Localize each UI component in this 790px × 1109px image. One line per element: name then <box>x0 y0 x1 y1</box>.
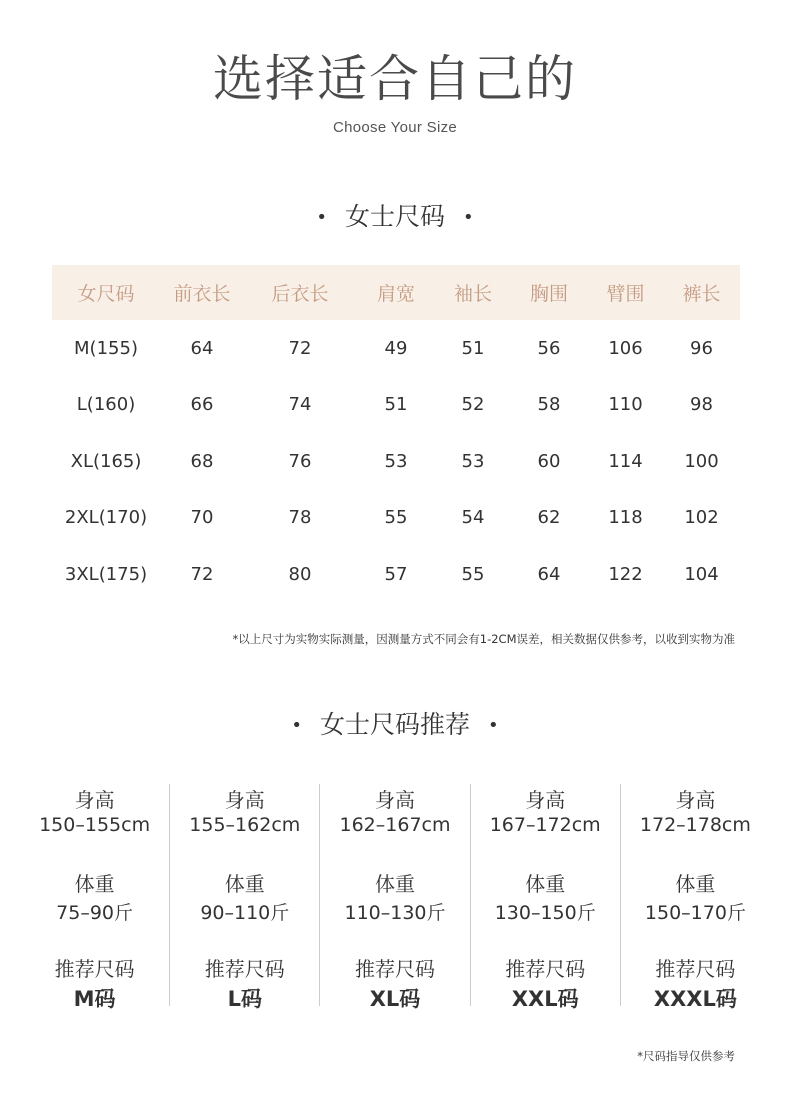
table-cell: 72 <box>190 563 214 585</box>
table-cell: 51 <box>384 394 408 416</box>
table-cell: 96 <box>690 337 713 359</box>
table-cell: L(160) <box>76 394 136 416</box>
size-label: 推荐尺码 <box>54 957 135 981</box>
bullet-icon: • <box>291 715 302 736</box>
table-cell: 58 <box>537 394 561 416</box>
weight-label: 体重 <box>375 872 415 896</box>
table-cell: 51 <box>461 337 485 359</box>
height-label: 身高 <box>224 788 265 812</box>
weight-value: 90–110斤 <box>200 902 290 924</box>
table-cell: 74 <box>288 394 312 416</box>
size-label: 推荐尺码 <box>204 957 285 981</box>
table-cell: 78 <box>288 507 312 529</box>
table-cell: 68 <box>190 450 214 472</box>
table-row <box>52 377 740 434</box>
table-row <box>52 490 740 547</box>
table-cell: 76 <box>288 450 312 472</box>
table-cell: 60 <box>537 450 561 472</box>
weight-value: 110–130斤 <box>344 902 446 924</box>
table-cell: 64 <box>537 563 561 585</box>
table-cell: 54 <box>461 507 485 529</box>
weight-label: 体重 <box>224 872 265 896</box>
page-subtitle: Choose Your Size <box>332 119 458 136</box>
bullet-icon: • <box>316 207 327 228</box>
recommendation-heading <box>0 708 790 743</box>
weight-label: 体重 <box>525 872 566 896</box>
table-cell: 110 <box>608 394 643 416</box>
table-cell: 2XL(170) <box>64 507 148 529</box>
size-chart-title: 女士尺码 <box>344 202 445 231</box>
size-value: M码 <box>73 987 116 1011</box>
weight-label: 体重 <box>675 872 716 896</box>
height-label: 身高 <box>675 788 716 812</box>
table-cell: 70 <box>190 507 214 529</box>
size-value: XL码 <box>369 987 421 1011</box>
height-value: 167–172cm <box>489 814 601 836</box>
table-cell: 106 <box>608 337 643 359</box>
size-label: 推荐尺码 <box>355 957 435 981</box>
height-label: 身高 <box>375 788 415 812</box>
table-cell: 114 <box>608 450 643 472</box>
recommendation-column <box>169 784 319 1011</box>
size-value: L码 <box>227 987 262 1011</box>
table-cell: 53 <box>384 450 408 472</box>
weight-value: 75–90斤 <box>56 902 134 924</box>
recommendation-column <box>319 784 469 1011</box>
table-cell: 52 <box>461 394 485 416</box>
weight-value: 130–150斤 <box>494 902 596 924</box>
table-cell: M(155) <box>74 337 138 359</box>
size-value: XXL码 <box>511 987 579 1011</box>
bullet-icon: • <box>463 207 474 228</box>
height-value: 172–178cm <box>639 814 751 836</box>
column-header: 后衣长 <box>244 265 356 320</box>
page-title: 选择适合自己的 <box>213 50 577 108</box>
table-cell: 57 <box>384 563 408 585</box>
table-cell: 64 <box>190 337 214 359</box>
table-cell: 55 <box>461 563 485 585</box>
table-cell: 98 <box>690 394 713 416</box>
table-cell: 118 <box>608 507 643 529</box>
table-cell: 53 <box>461 450 485 472</box>
recommendation-column <box>20 784 169 1011</box>
table-cell: 56 <box>537 337 561 359</box>
weight-value: 150–170斤 <box>644 902 746 924</box>
column-header: 袖长 <box>436 265 510 320</box>
height-value: 155–162cm <box>189 814 301 836</box>
column-header: 胸围 <box>510 265 588 320</box>
height-value: 150–155cm <box>39 814 151 836</box>
recommendation-column <box>470 784 620 1011</box>
weight-label: 体重 <box>74 872 115 896</box>
table-cell: 100 <box>684 450 719 472</box>
table-cell: 3XL(175) <box>64 563 148 585</box>
recommendation-note: *尺码指导仅供参考 <box>637 1049 735 1063</box>
table-cell: 72 <box>288 337 312 359</box>
height-label: 身高 <box>525 788 566 812</box>
column-header: 肩宽 <box>356 265 436 320</box>
table-cell: XL(165) <box>70 450 142 472</box>
table-header-row <box>52 265 740 320</box>
table-cell: 102 <box>684 507 719 529</box>
table-row <box>52 320 740 377</box>
table-row <box>52 433 740 490</box>
measurement-note: *以上尺寸为实物实际测量，因测量方式不同会有1-2CM误差，相关数据仅供参考，以收到实物为准 <box>232 632 735 646</box>
recommendation-column <box>620 784 770 1011</box>
height-label: 身高 <box>74 788 115 812</box>
column-header: 女尺码 <box>52 265 160 320</box>
recommendation-grid <box>20 784 770 1011</box>
height-value: 162–167cm <box>339 814 451 836</box>
size-chart-heading <box>0 200 790 235</box>
size-label: 推荐尺码 <box>655 957 736 981</box>
size-table <box>52 265 740 603</box>
size-value: XXXL码 <box>653 987 737 1011</box>
table-cell: 49 <box>384 337 408 359</box>
table-cell: 122 <box>608 563 643 585</box>
table-cell: 104 <box>684 563 719 585</box>
table-row <box>52 546 740 603</box>
table-cell: 62 <box>537 507 561 529</box>
table-cell: 80 <box>288 563 312 585</box>
column-header: 前衣长 <box>160 265 244 320</box>
table-cell: 55 <box>384 507 408 529</box>
column-header: 臂围 <box>588 265 663 320</box>
table-cell: 66 <box>190 394 214 416</box>
bullet-icon: • <box>488 715 499 736</box>
size-label: 推荐尺码 <box>505 957 586 981</box>
recommendation-title: 女士尺码推荐 <box>319 710 470 739</box>
column-header: 裤长 <box>663 265 740 320</box>
